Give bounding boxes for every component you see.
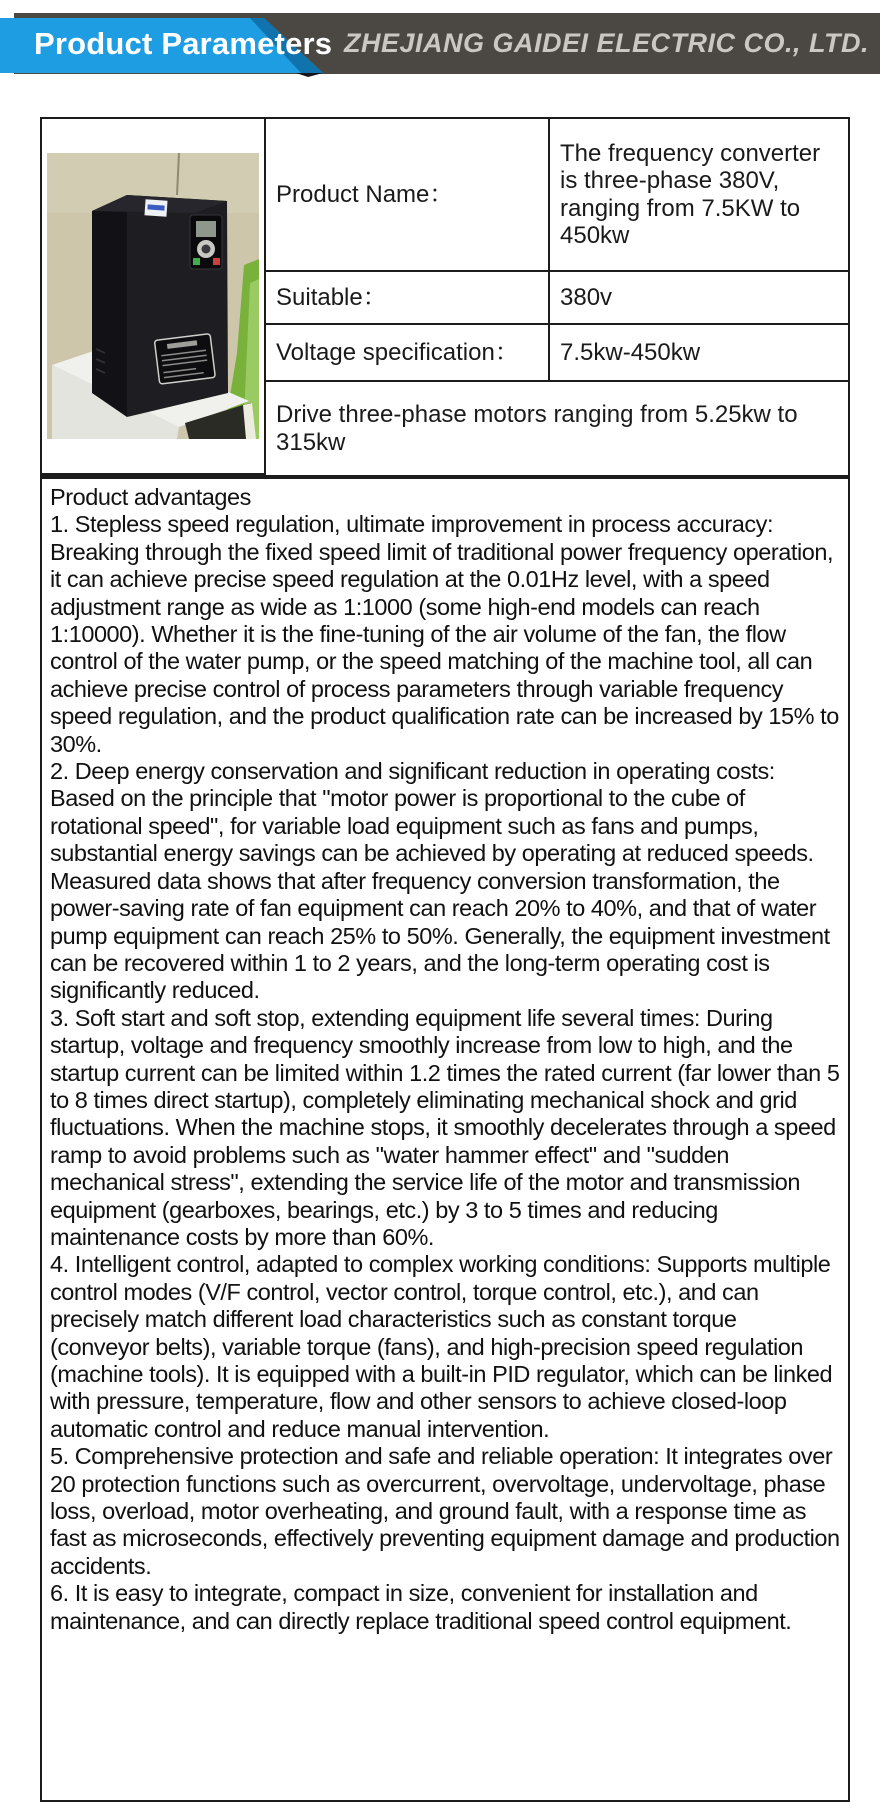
nameplate — [154, 334, 215, 384]
spec-label-voltage: Voltage specification： — [266, 325, 550, 382]
spec-label-product-name: Product Name： — [266, 119, 550, 272]
advantage-item-4: 4. Intelligent control, adapted to complex working conditions: Supports multiple control modes (V/F control, vector control, torque control, etc.), and can precisely match different load characteristics such as constant torque (conveyor belts), variable torque (fans), and high-precision speed regulation (machine tools). It is equipped with a built-in PID regulator, which can be linked with pressure, temperature, flow and other sensors to achieve closed-loop automatic control and reduce manual intervention. — [50, 1251, 833, 1442]
keypad-panel — [190, 215, 222, 269]
spec-value-product-name: The frequency converter is three-phase 380V, ranging from 7.5KW to 450kw — [550, 119, 848, 272]
advantage-item-6: 6. It is easy to integrate, compact in size, convenient for installation and maintenance, and can directly replace traditional speed control equipment. — [50, 1580, 792, 1634]
product-photo — [47, 153, 259, 439]
company-name: ZHEJIANG GAIDEI ELECTRIC CO., LTD. — [343, 28, 869, 58]
advantages-title: Product advantages — [50, 484, 251, 510]
spec-table — [40, 117, 850, 477]
advantage-item-3: 3. Soft start and soft stop, extending equipment life several times: During startup, voltage and frequency smoothly increase from low to high, and the startup current can be limited within 1.2 times the rated current (far lower than 5 to 8 times direct startup), completely eliminating mechanical shock and grid fluctuations. When the machine stops, it smoothly decelerates through a speed ramp to avoid problems such as "water hammer effect" and "sudden mechanical stress", extending the service life of the motor and transmission equipment (gearboxes, bearings, etc.) by 3 to 5 times and reducing maintenance costs by more than 60%. — [50, 1004, 840, 1250]
stop-button — [213, 258, 220, 265]
spec-value-voltage: 7.5kw-450kw — [550, 325, 848, 382]
inverter-side-face — [92, 195, 127, 417]
spec-label-suitable: Suitable： — [266, 272, 550, 325]
banner-title: Product Parameters — [34, 26, 333, 61]
run-button — [193, 258, 200, 265]
spec-footer: Drive three-phase motors ranging from 5.25kw to 315kw — [276, 401, 798, 456]
product-photo-cell — [42, 119, 266, 475]
advantage-item-5: 5. Comprehensive protection and safe and reliable operation: It integrates over 20 protection functions such as overcurrent, overvoltage, undervoltage, phase loss, overload, motor overheating, and ground fault, with a response time as fast as microseconds, effectively preventing equipment damage and production accidents. — [50, 1443, 840, 1579]
advantage-item-2: 2. Deep energy conservation and significant reduction in operating costs: Based on the principle that "motor power is proportional to the cube of rotational speed", for variable load equipment such as fans and pumps, substantial energy savings can be achieved by operating at reduced speeds. Measured data shows that after frequency conversion transformation, the power-saving rate of fan equipment can reach 20% to 40%, and that of water pump equipment can reach 25% to 50%. Generally, the equipment investment can be recovered within 1 to 2 years, and the long-term operating cost is significantly reduced. — [50, 758, 830, 1004]
advantage-item-1: 1. Stepless speed regulation, ultimate improvement in process accuracy: Breaking through the fixed speed limit of traditional power frequency operation, it can achieve precise speed regulation at the 0.01Hz level, with a speed adjustment range as wide as 1:1000 (some high-end models can reach 1:10000). Whether it is the fine-tuning of the air volume of the fan, the flow control of the water pump, or the speed matching of the machine tool, all can achieve precise control of process parameters through variable frequency speed regulation, and the product qualification rate can be increased by 15% to 30%. — [50, 511, 839, 757]
advantages-box — [40, 477, 850, 1802]
keypad-display — [196, 221, 216, 237]
spec-value-suitable: 380v — [550, 272, 848, 325]
